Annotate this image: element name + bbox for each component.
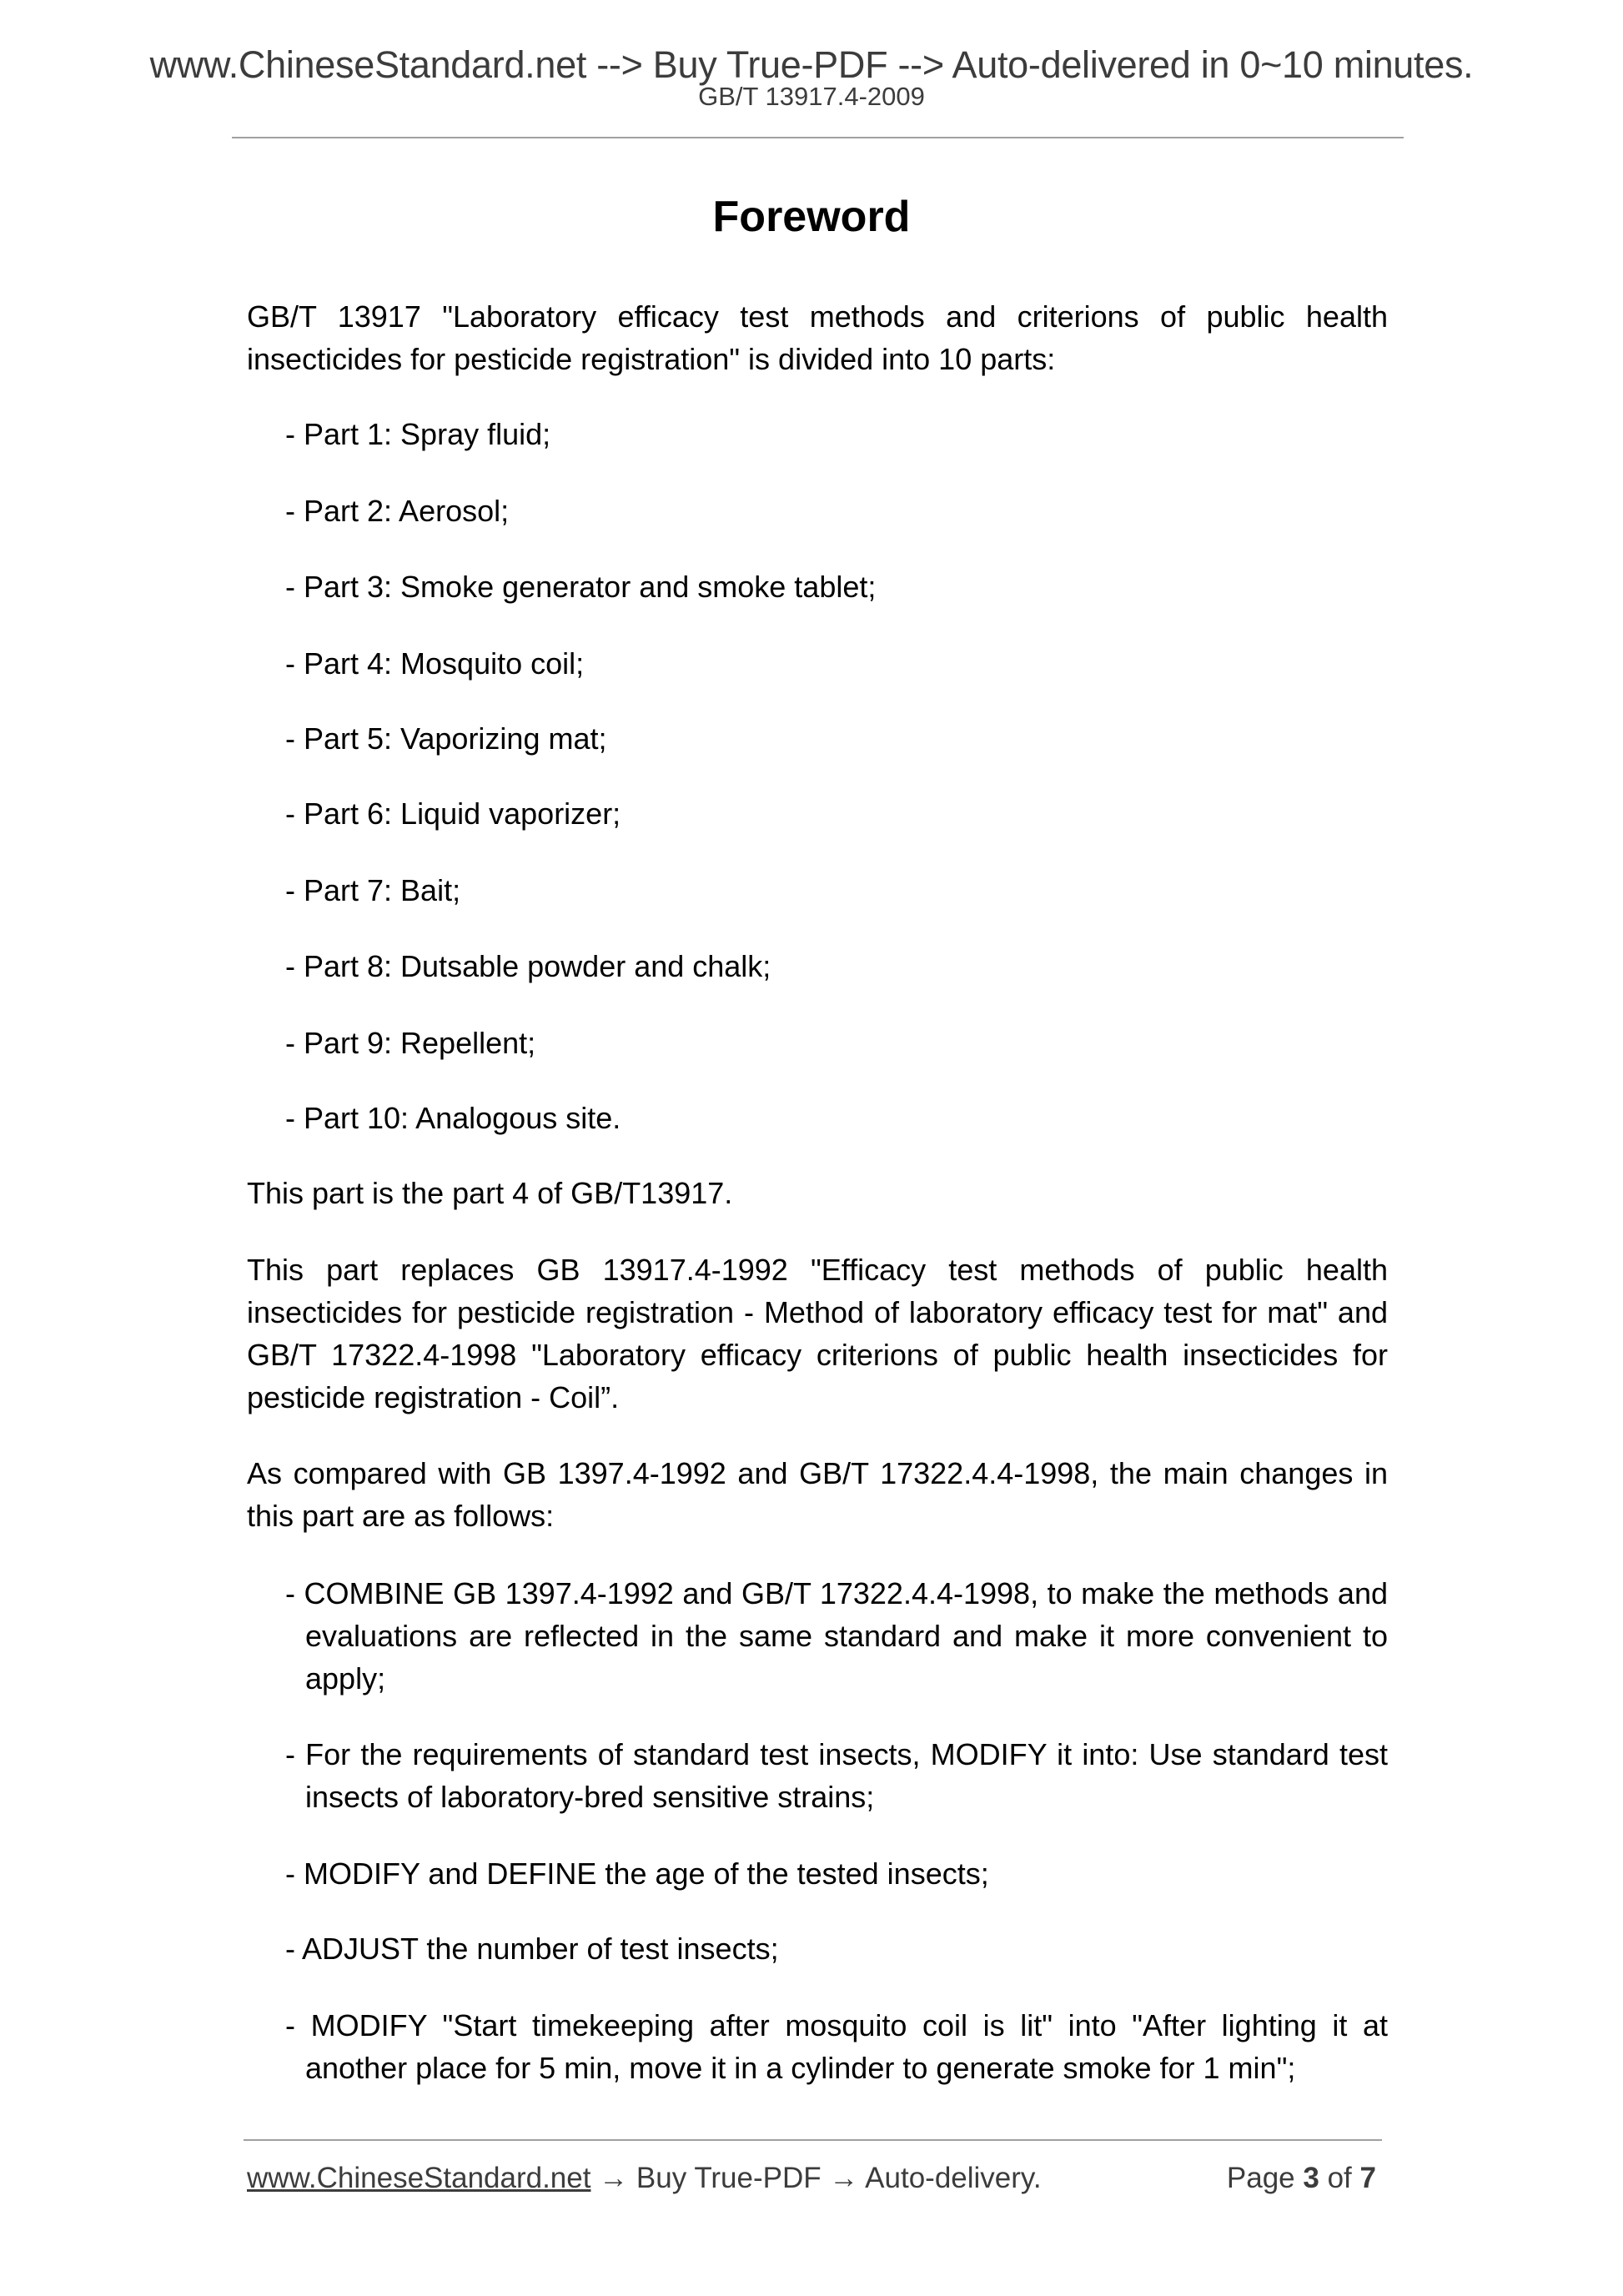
list-item: - Part 3: Smoke generator and smoke tablet; xyxy=(285,570,877,604)
footer-divider xyxy=(244,2139,1382,2141)
header-doc-id: GB/T 13917.4-2009 xyxy=(698,82,925,111)
list-item: - Part 10: Analogous site. xyxy=(285,1101,621,1135)
list-item: - Part 1: Spray fluid; xyxy=(285,417,551,451)
list-item: - Part 9: Repellent; xyxy=(285,1026,536,1060)
change-item: - ADJUST the number of test insects; xyxy=(285,1932,779,1966)
change-item: - MODIFY and DEFINE the age of the tested insects; xyxy=(285,1856,989,1891)
change-item: - For the requirements of standard test insects, MODIFY it into: Use standard test insects of laboratory-bred sensitive strains; xyxy=(285,1737,1388,1814)
page-title: Foreword xyxy=(712,193,911,241)
header-banner: www.ChineseStandard.net --> Buy True-PDF --> Auto-delivered in 0~10 minutes. xyxy=(149,43,1474,86)
intro-paragraph: GB/T 13917 "Laboratory efficacy test methods and criterions of public health insecticides for pesticide registration" is divided into 10 parts: xyxy=(247,299,1388,376)
list-item: - Part 4: Mosquito coil; xyxy=(285,646,585,681)
change-item: - MODIFY "Start timekeeping after mosquito coil is lit" into "After lighting it at another place for 5 min, move it in a cylinder to generate smoke for 1 min"; xyxy=(285,2008,1388,2085)
page-label: Page xyxy=(1226,2162,1295,2194)
replaces-paragraph: This part replaces GB 13917.4-1992 "Efficacy test methods of public health insecticides for pesticide registration - Method of laboratory efficacy test for mat" and GB/T 17322.4-1998 "Laboratory efficacy criterions of public health insecticides for pesticide registration - Coil”. xyxy=(247,1253,1388,1414)
page-indicator xyxy=(1227,2162,1376,2195)
page-number: 3 xyxy=(1303,2162,1319,2194)
footer-tagline: → Buy True-PDF → Auto-delivery. xyxy=(590,2162,1042,2194)
change-item: - COMBINE GB 1397.4-1992 and GB/T 17322.4.4-1998, to make the methods and evaluations are reflected in the same standard and make it more convenient to apply; xyxy=(285,1576,1388,1696)
footer-site-link[interactable]: www.ChineseStandard.net xyxy=(247,2162,591,2194)
list-item: - Part 7: Bait; xyxy=(285,873,461,907)
header-divider xyxy=(232,137,1404,138)
list-item: - Part 8: Dutsable powder and chalk; xyxy=(285,949,771,983)
compared-paragraph: As compared with GB 1397.4-1992 and GB/T 17322.4.4-1998, the main changes in this part are as follows: xyxy=(247,1456,1388,1533)
part-paragraph: This part is the part 4 of GB/T13917. xyxy=(247,1176,733,1210)
page-total: 7 xyxy=(1359,2162,1376,2194)
footer-left xyxy=(247,2162,1042,2195)
list-item: - Part 2: Aerosol; xyxy=(285,494,510,528)
of-label: of xyxy=(1327,2162,1352,2194)
list-item: - Part 5: Vaporizing mat; xyxy=(285,721,607,756)
list-item: - Part 6: Liquid vaporizer; xyxy=(285,796,621,831)
